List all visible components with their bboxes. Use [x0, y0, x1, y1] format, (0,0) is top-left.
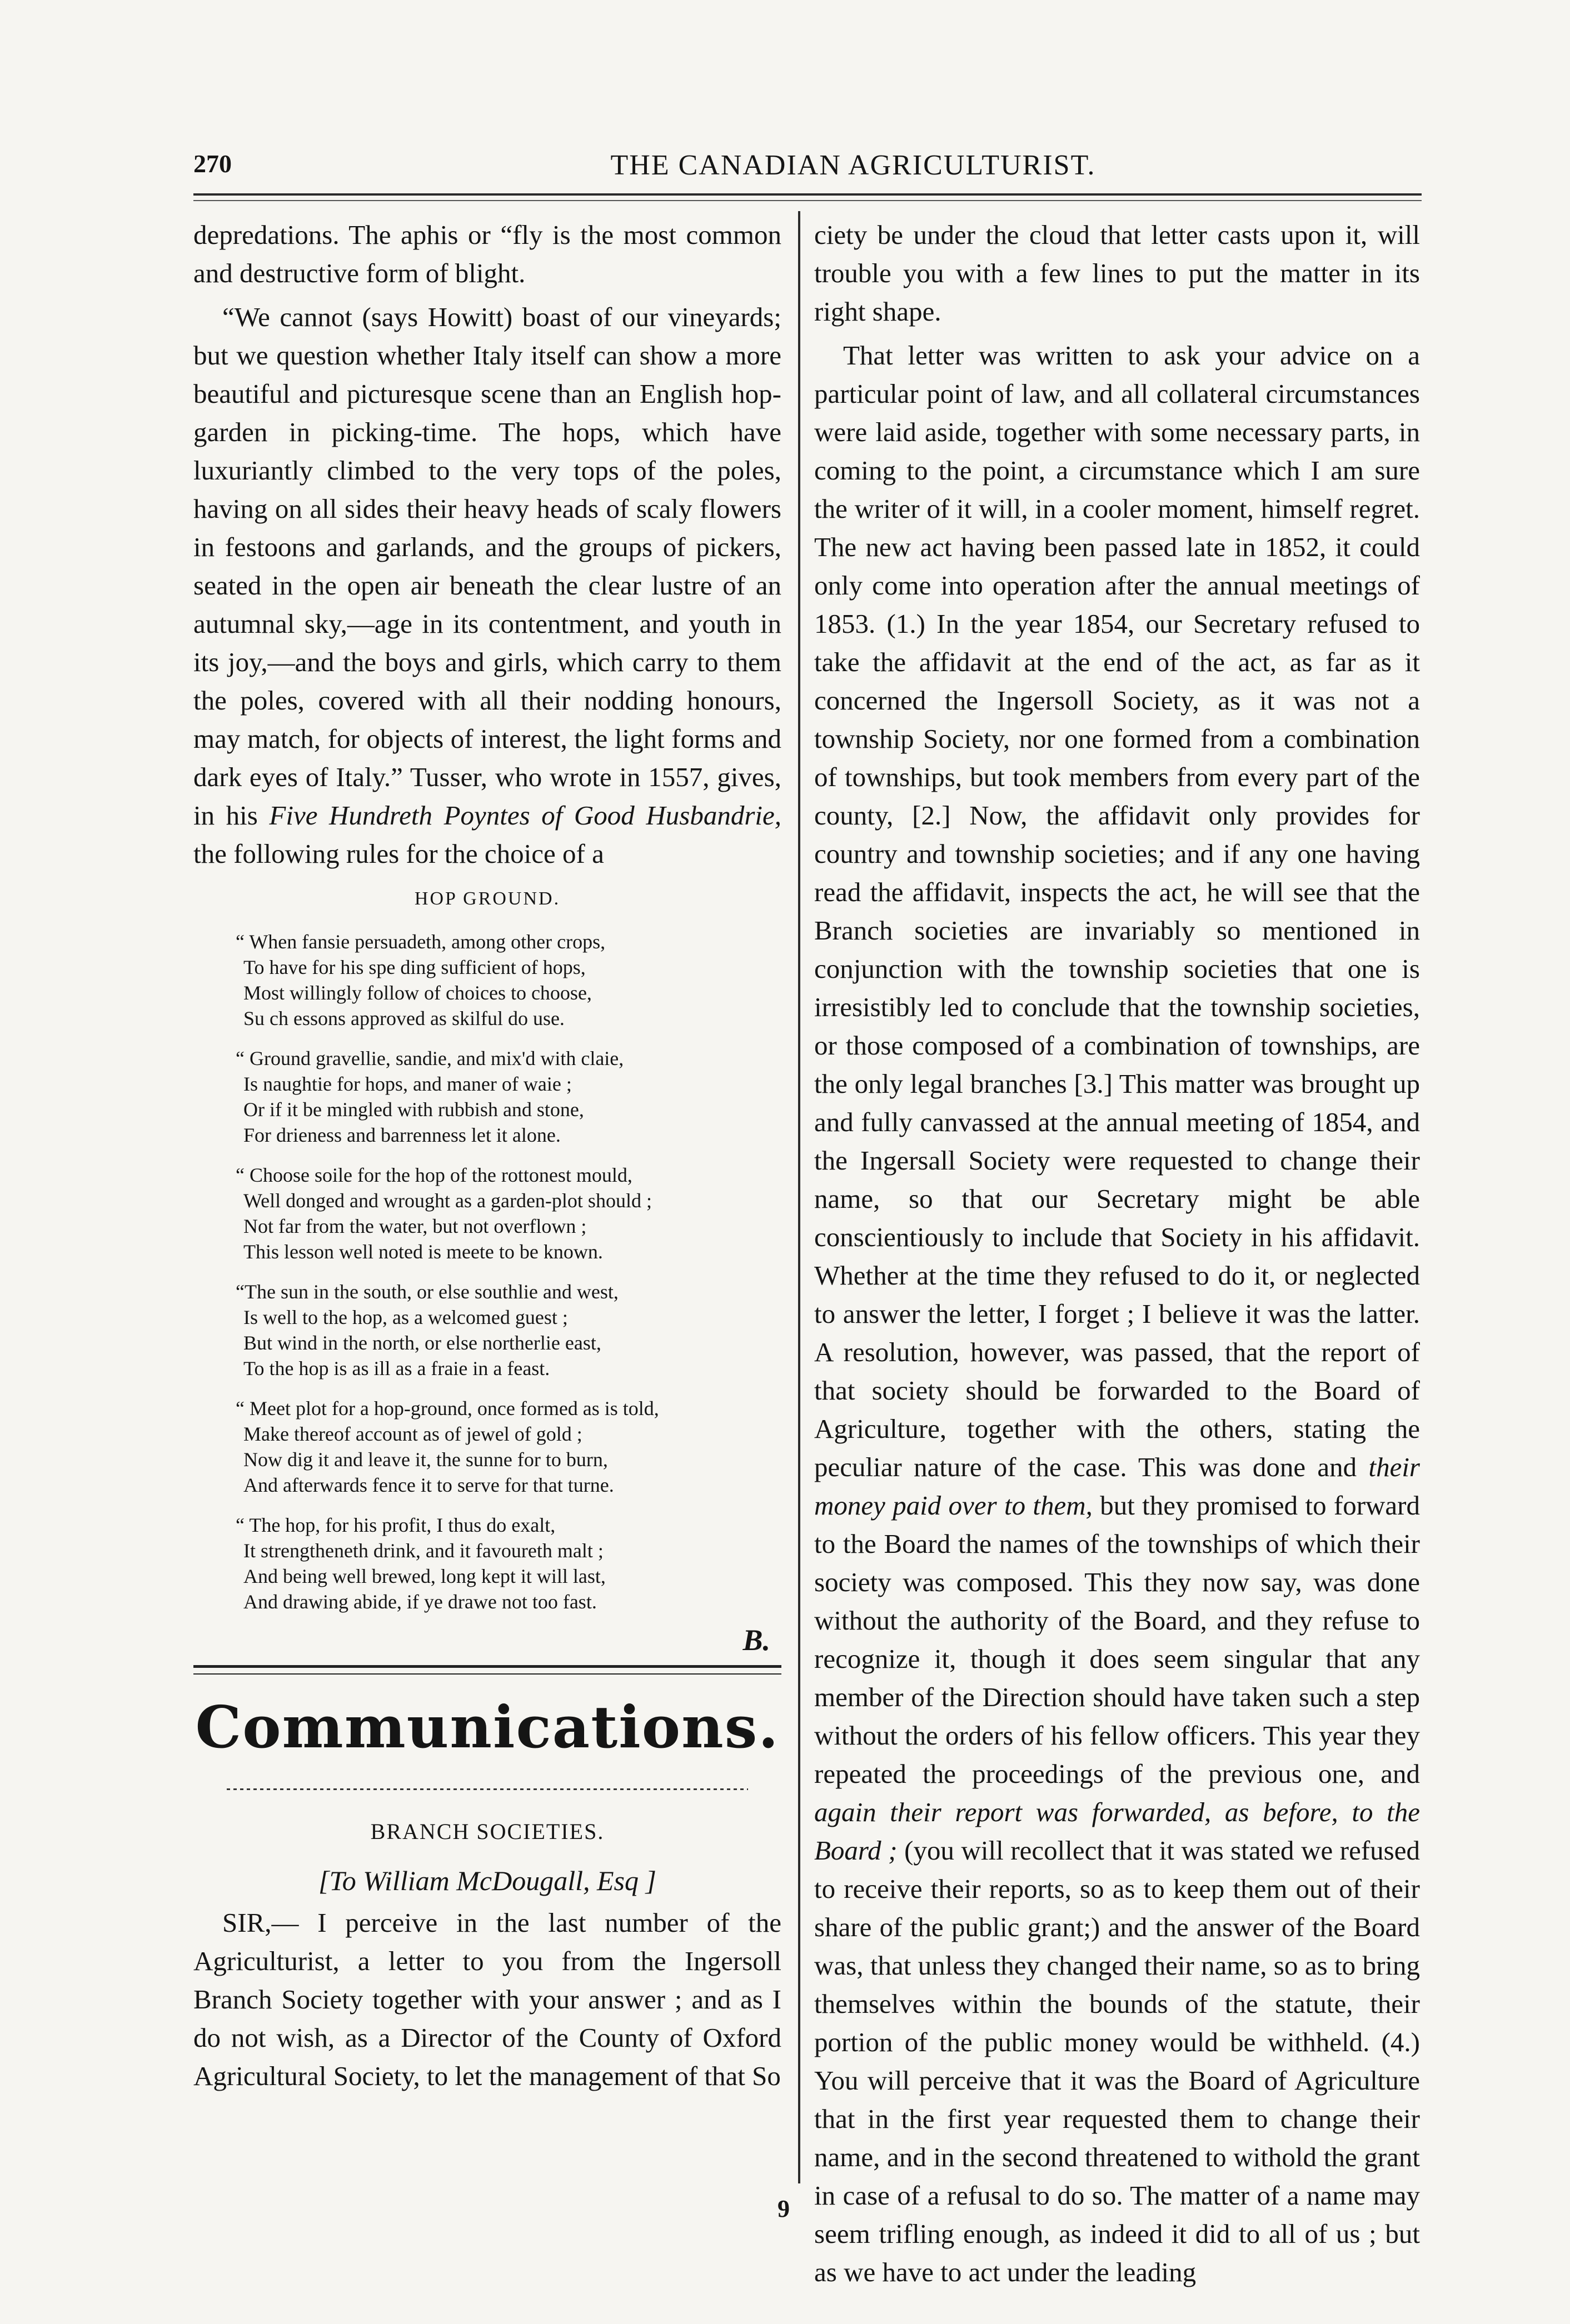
poem-line: To have for his spe ding sufficient of hops,	[243, 956, 586, 978]
poem-line: “ Ground gravellie, sandie, and mix'd with claie,	[236, 1047, 624, 1069]
paragraph: ciety be under the cloud that letter casts upon it, will trouble you with a few lines to put the matter in its right shape.	[814, 219, 1420, 327]
letter-text: That letter was written to ask your advice on a particular point of law, and all collateral circumstances were laid aside, together with some necessary parts, in coming to the point, a circumstance which I am sure the writer of it will, in a cooler moment, himself regret. The new act having been passed late in 1852, it could only come into operation after the annual meetings of 1853. (1.) In the year 1854, our Secretary refused to take the affidavit at the end of the act, as far as it concerned the Ingersoll Society, as it was not a township Society, nor one formed from a combination of townships, but took members from every part of the county, [2.] Now, the affidavit only provides for country and township societies; and if any one having read the affidavit, inspects the act, he will see that the Branch societies are invariably so mentioned in conjunction with the township societies that one is irresistibly led to conclude that the township societies, or those composed of a combination of townships, are the only legal branches [3.] This matter was brought up and fully canvassed at the annual meeting of 1854, and the Ingersall Society were requested to change their name, so that our Secretary might be able conscientiously to include that Society in his affidavit. Whether at the time they refused to do it, or neglected to answer the letter, I forget ; I believe it was the latter. A resolution, however, was passed, that the report of that society should be forwarded to the Board of Agriculture, together with the others, stating the peculiar nature of the case. This was done and	[814, 340, 1420, 1482]
letter-paragraph: SIR,— I perceive in the last number of the Agriculturist, a letter to you from the Ingersoll Branch Society together with your answer ; and as I do not wish, as a Director of the County of Oxford Agricultural Society, to let the management of that So	[193, 1907, 781, 2091]
paragraph-howitt-quote	[193, 298, 781, 873]
poem-line: For drieness and barrenness let it alone.	[243, 1124, 561, 1146]
poem-line: It strengtheneth drink, and it favoureth malt ;	[243, 1540, 604, 1562]
poem-line: To the hop is as ill as a fraie in a feast.	[243, 1357, 550, 1380]
section-title: Communications.	[195, 1693, 780, 1761]
poem-stanza	[236, 1046, 781, 1148]
poem-stanza	[236, 1512, 781, 1615]
letter-text: (you will recollect that it was stated we refused to receive their reports, so as to keep them out of their share of the public grant;) and the answer of the Board was, that unless they changed their name, so as to bring themselves within the bounds of the statute, their portion of the public money would be withheld. (4.) You will perceive that it was the Board of Agriculture that in the first year requested them to change their name, and in the second threatened to withold the grant in case of a refusal to do so. The matter of a name may seem trifling enough, as indeed it did to all of us ; but as we have to act under the leading	[814, 1835, 1421, 2287]
paragraph: depredations. The aphis or “fly is the most common and destructive form of blight.	[193, 219, 781, 288]
poem-line: “The sun in the south, or else southlie and west,	[236, 1281, 619, 1303]
poem-line: Now dig it and leave it, the sunne for to burn,	[243, 1448, 608, 1471]
salutation-text: [To William McDougall, Esq ]	[318, 1865, 656, 1896]
poem-line: “ Meet plot for a hop-ground, once formed as is told,	[236, 1397, 659, 1420]
poem-line: Well donged and wrought as a garden-plot should ;	[243, 1190, 652, 1212]
poem-line: And afterwards fence it to serve for that turne.	[243, 1474, 614, 1496]
poem-line: “ Choose soile for the hop of the rottonest mould,	[236, 1164, 632, 1186]
column-divider	[798, 211, 800, 2183]
poem-heading: HOP GROUND.	[414, 888, 561, 909]
header-rule	[193, 193, 1422, 196]
poem-stanza	[236, 929, 781, 1031]
quote-end: the following rules for the choice of a	[193, 838, 604, 869]
emphasis-text: again their report was forwarded, as before, to the Board ;	[814, 1797, 1420, 1866]
poem-line: Most willingly follow of choices to choose,	[243, 982, 592, 1004]
salutation	[193, 1862, 781, 1900]
poem-line: This lesson well noted is meete to be known.	[243, 1241, 603, 1263]
wavy-rule	[227, 1786, 748, 1793]
header-rule-thin	[193, 200, 1422, 201]
book-title: Five Hundreth Poyntes of Good Husbandrie,	[269, 800, 782, 831]
right-column	[814, 216, 1420, 2297]
poem-stanza	[236, 1162, 781, 1265]
letter-paragraph	[814, 336, 1420, 2291]
left-column	[193, 216, 781, 2101]
poem-line: And drawing abide, if ye drawe not too fast.	[243, 1591, 597, 1613]
signature-mark: 9	[777, 2195, 790, 2222]
poem-line: “ The hop, for his profit, I thus do exalt,	[236, 1514, 556, 1536]
poem-line: Not far from the water, but not overflown ;	[243, 1215, 587, 1237]
letter-text: but they promised to forward to the Board the names of the townships of which their society was composed. This they now say, was done without the authority of the Board, and they refuse to recognize it, though it does seem singular that any member of the Direction should have taken such a step without the orders of his fellow officers. This year they repeated the proceedings of the previous one, and	[814, 1490, 1420, 1789]
poem-stanza	[236, 1279, 781, 1381]
poem-line: “ When fansie persuadeth, among other crops,	[236, 931, 606, 953]
poem-stanza	[236, 1396, 781, 1498]
page-number: 270	[193, 149, 232, 178]
poem-line: But wind in the north, or else northerlie east,	[243, 1332, 601, 1354]
poem-line: Is naughtie for hops, and maner of waie ;	[243, 1073, 572, 1095]
running-title: THE CANADIAN AGRICULTURIST.	[610, 149, 1096, 181]
poem-line: Make thereof account as of jewel of gold ;	[243, 1423, 582, 1445]
poem-line: Su ch essons approved as skilful do use.	[243, 1007, 565, 1029]
section-rule	[193, 1665, 781, 1675]
emphasis-text: their money paid over to them,	[814, 1452, 1420, 1521]
poem-line: Or if it be mingled with rubbish and stone,	[243, 1098, 584, 1121]
article-title: BRANCH SOCIETIES.	[370, 1819, 605, 1844]
poem-line: Is well to the hop, as a welcomed guest ;	[243, 1306, 568, 1328]
poem-line: And being well brewed, long kept it will last,	[243, 1565, 606, 1587]
author-signature: B.	[742, 1623, 770, 1657]
quote-text: “We cannot (says Howitt) boast of our vineyards; but we question whether Italy itself can show a more beautiful and picturesque scene than an English hop-garden in picking-time. The hops, which have luxuriantly climbed to the very tops of the poles, having on all sides their heavy heads of scaly flowers in festoons and garlands, and the groups of pickers, seated in the open air beneath the clear lustre of an autumnal sky,—age in its contentment, and youth in its joy,—and the boys and girls, which carry to them the poles, covered with all their nodding honours, may match, for objects of interest, the light forms and dark eyes of Italy.” Tusser, who wrote in 1557, gives, in his	[193, 302, 781, 831]
